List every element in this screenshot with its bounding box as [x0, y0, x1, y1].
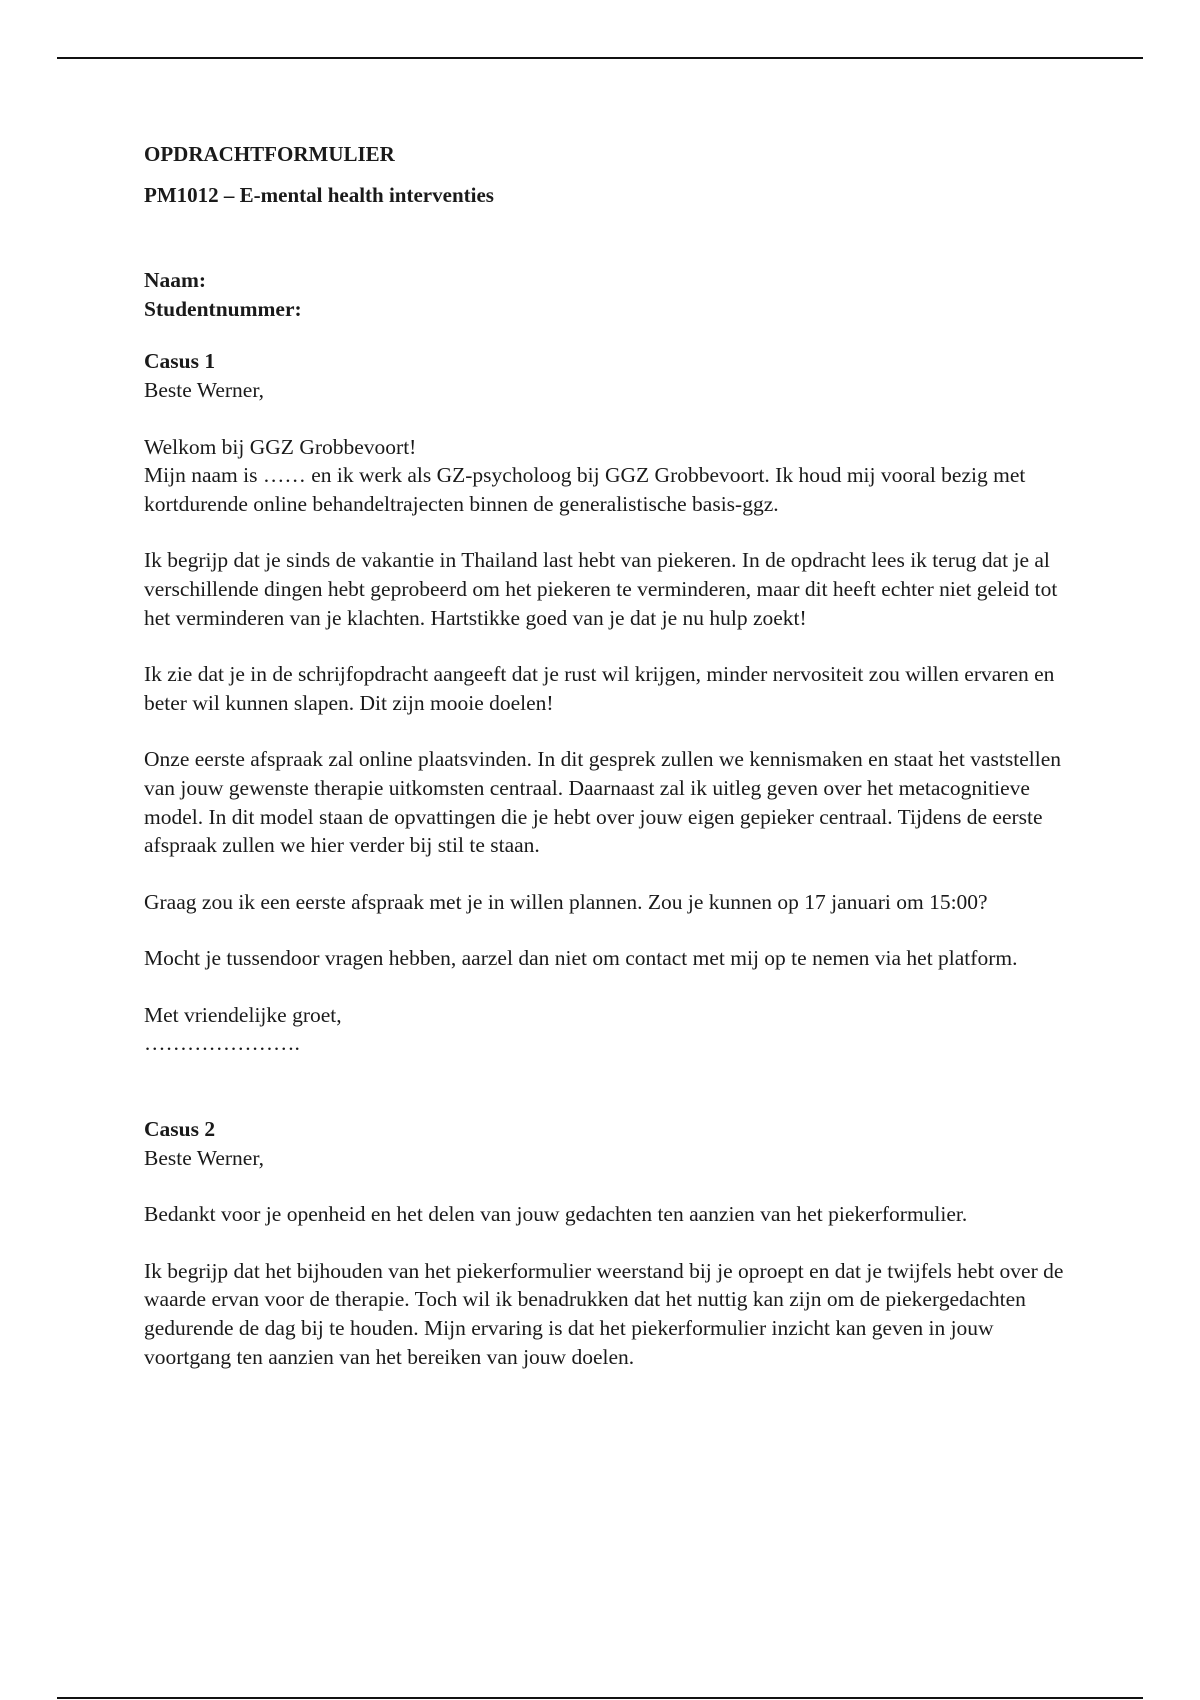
casus-1-closing: Met vriendelijke groet,: [144, 1002, 342, 1027]
casus-2-paragraph-1: Bedankt voor je openheid en het delen van jouw gedachten ten aanzien van het piekerformulier.: [144, 1202, 968, 1227]
casus-1-header: [144, 347, 1064, 404]
casus-2: [144, 1115, 1064, 1371]
top-rule: [57, 57, 1143, 59]
casus-1-greeting: Beste Werner,: [144, 377, 264, 402]
casus-2-heading: Casus 2: [144, 1117, 216, 1142]
casus-1-paragraph-3: Onze eerste afspraak zal online plaatsvinden. In dit gesprek zullen we kennismaken en staat het vaststellen van jouw gewenste therapie uitkomsten centraal. Daarnaast zal ik uitleg geven over het metacognitieve model. In dit model staan de opvattingen die je hebt over jouw eigen gepieker centraal. Tijdens de eerste afspraak zullen we hier verder bij stil te staan.: [144, 747, 1061, 858]
student-fields: [144, 266, 1064, 323]
casus-1-welcome: Welkom bij GGZ Grobbevoort!: [144, 434, 417, 459]
casus-1-paragraph-1: Ik begrijp dat je sinds de vakantie in Thailand last hebt van piekeren. In de opdracht lees ik terug dat je al verschillende dingen hebt geprobeerd om het piekeren te verminderen, maar dit heeft echter niet geleid tot het verminderen van je klachten. Hartstikke goed van je dat je nu hulp zoekt!: [144, 548, 1058, 630]
name-label: Naam:: [144, 268, 207, 293]
casus-1-paragraph-5: Mocht je tussendoor vragen hebben, aarzel dan niet om contact met mij op te nemen via het platform.: [144, 946, 1018, 971]
casus-1-heading: Casus 1: [144, 349, 216, 374]
casus-1-signoff: [144, 1001, 1064, 1058]
casus-2-header: [144, 1115, 1064, 1172]
casus-1-signature: ………………….: [144, 1031, 300, 1056]
bottom-rule: [57, 1697, 1143, 1699]
casus-1: [144, 347, 1064, 1058]
casus-1-welcome-block: [144, 433, 1064, 519]
casus-2-greeting: Beste Werner,: [144, 1145, 264, 1170]
casus-1-intro: Mijn naam is …… en ik werk als GZ-psycholoog bij GGZ Grobbevoort. Ik houd mij vooral bezig met kortdurende online behandeltrajecten binnen de generalistische basis-ggz.: [144, 463, 1026, 516]
student-number-label: Studentnummer:: [144, 296, 302, 321]
casus-1-paragraph-2: Ik zie dat je in de schrijfopdracht aangeeft dat je rust wil krijgen, minder nervositeit zou willen ervaren en beter wil kunnen slapen. Dit zijn mooie doelen!: [144, 662, 1055, 715]
document-subtitle: PM1012 – E-mental health interventies: [144, 182, 494, 207]
document-body: [144, 140, 1064, 1371]
document-title: OPDRACHTFORMULIER: [144, 142, 395, 166]
casus-1-paragraph-4: Graag zou ik een eerste afspraak met je in willen plannen. Zou je kunnen op 17 januari om 15:00?: [144, 889, 988, 914]
casus-2-paragraph-2: Ik begrijp dat het bijhouden van het piekerformulier weerstand bij je oproept en dat je twijfels hebt over de waarde ervan voor de therapie. Toch wil ik benadrukken dat het nuttig kan zijn om de piekergedachten gedurende de dag bij te houden. Mijn ervaring is dat het piekerformulier inzicht kan geven in jouw voortgang ten aanzien van het bereiken van jouw doelen.: [144, 1258, 1064, 1369]
